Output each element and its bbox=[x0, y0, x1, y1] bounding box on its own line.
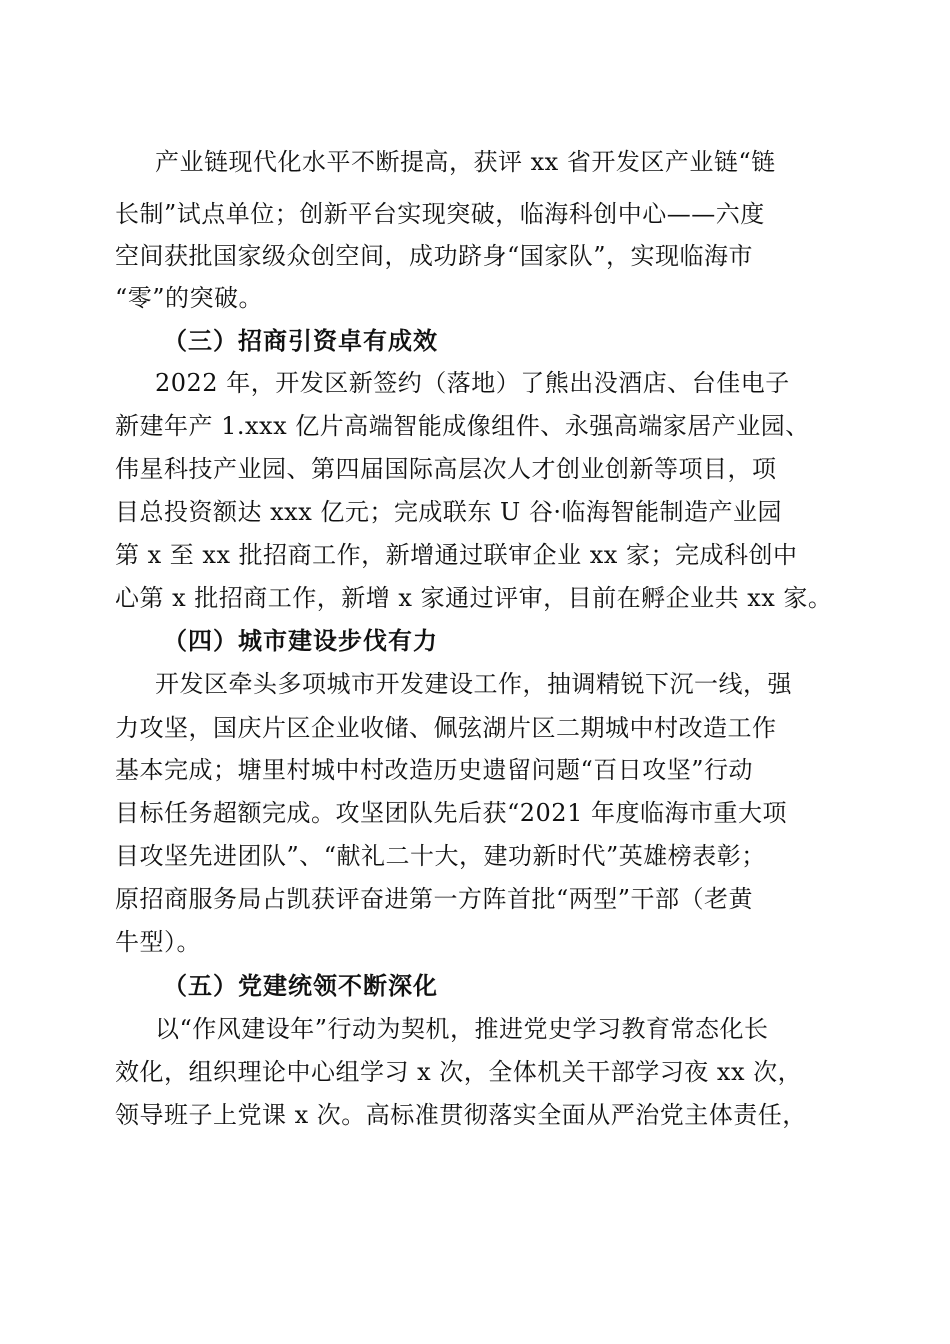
paragraph-line: 原招商服务局占凯获评奋进第一方阵首批“两型”干部（老黄 bbox=[115, 885, 754, 913]
paragraph-line: 2022 年，开发区新签约（落地）了熊出没酒店、台佳电子 bbox=[155, 369, 790, 397]
paragraph-line: “零”的突破。 bbox=[115, 284, 264, 312]
paragraph-line: 目标任务超额完成。攻坚团队先后获“2021 年度临海市重大项 bbox=[115, 799, 787, 827]
paragraph-line: 空间获批国家级众创空间，成功跻身“国家队”，实现临海市 bbox=[115, 242, 754, 270]
paragraph-line: 力攻坚，国庆片区企业收储、佩弦湖片区二期城中村改造工作 bbox=[115, 714, 777, 742]
section-heading: （四）城市建设步伐有力 bbox=[163, 626, 438, 655]
section-heading: （五）党建统领不断深化 bbox=[163, 971, 438, 1000]
paragraph-line: 心第 x 批招商工作，新增 x 家通过评审，目前在孵企业共 xx 家。 bbox=[115, 584, 833, 612]
section-heading: （三）招商引资卓有成效 bbox=[163, 326, 438, 355]
paragraph-line: 目攻坚先进团队”、“献礼二十大，建功新时代”英雄榜表彰； bbox=[115, 842, 766, 870]
paragraph-line: 伟星科技产业园、第四届国际高层次人才创业创新等项目，项 bbox=[115, 455, 777, 483]
paragraph-line: 产业链现代化水平不断提高，获评 xx 省开发区产业链“链 bbox=[155, 148, 776, 176]
paragraph-line: 开发区牵头多项城市开发建设工作，抽调精锐下沉一线，强 bbox=[155, 670, 792, 698]
paragraph-line: 目总投资额达 xxx 亿元；完成联东 U 谷·临海智能制造产业园 bbox=[115, 498, 782, 526]
paragraph-line: 效化，组织理论中心组学习 x 次，全体机关干部学习夜 xx 次， bbox=[115, 1058, 803, 1086]
paragraph-line: 基本完成；塘里村城中村改造历史遗留问题“百日攻坚”行动 bbox=[115, 756, 754, 784]
paragraph-line: 以“作风建设年”行动为契机，推进党史学习教育常态化长 bbox=[155, 1015, 769, 1043]
paragraph-line: 长制”试点单位；创新平台实现突破，临海科创中心——六度 bbox=[115, 200, 765, 228]
paragraph-line: 第 x 至 xx 批招商工作，新增通过联审企业 xx 家；完成科创中 bbox=[115, 541, 798, 569]
paragraph-line: 新建年产 1.xxx 亿片高端智能成像组件、永强高端家居产业园、 bbox=[115, 412, 810, 440]
paragraph-line: 领导班子上党课 x 次。高标准贯彻落实全面从严治党主体责任， bbox=[115, 1101, 807, 1129]
paragraph-line: 牛型）。 bbox=[115, 928, 201, 956]
